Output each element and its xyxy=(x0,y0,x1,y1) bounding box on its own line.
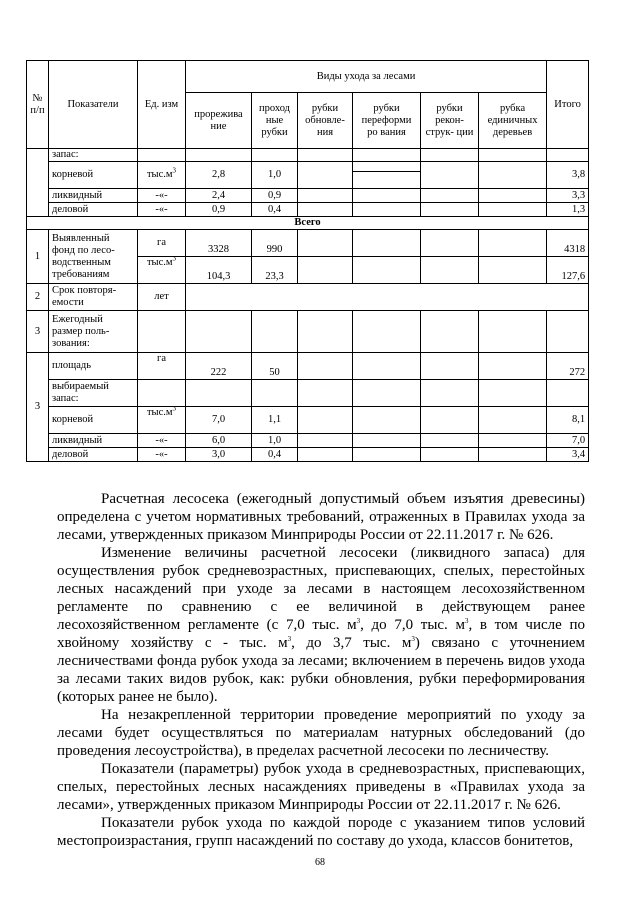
table-row: деловой -«- 0,9 0,4 1,3 xyxy=(27,203,589,217)
table-row: 1 Выявленный фонд по лесо- водственным требованиям га 3328 990 4318 xyxy=(27,230,589,257)
paragraph-1: Расчетная лесосека (ежегодный допустимый объем изъятия древесины) определена с учетом нормативных требований, отраженных в Правилах ухода за лесами, утвержденных приказом Минприроды России от 22.11.2017 г. № 626. xyxy=(57,491,585,543)
root-label: корневой xyxy=(49,162,138,189)
forest-care-table xyxy=(26,60,589,462)
repeat-period-label: Срок повторя- емости xyxy=(49,284,138,311)
selected-stock-label: выбираемый запас: xyxy=(49,380,138,407)
annual-usage-label: Ежегодный размер поль- зования: xyxy=(49,311,138,353)
header-renewal-cutting: рубки обновле- ния xyxy=(298,93,353,149)
table-row: деловой -«- 3,0 0,4 3,4 xyxy=(27,448,589,462)
header-care-types: Виды ухода за лесами xyxy=(186,61,547,93)
body-text xyxy=(57,490,585,850)
total-section-header: Всего xyxy=(27,217,589,230)
table-row: 3 площадь га 222 50 272 xyxy=(27,353,589,380)
paragraph-2: Изменение величины расчетной лесосеки (ликвидного запаса) для осуществления рубок средневозрастных, приспевающих, спелых, перестойных лесных насаждений при уходе за лесами в настоящем лесохозяйственном регламенте по сравнению с ее величиной в действующем ранее лесохозяйственном регламенте (с 7,0 тыс. $м^3$, до 7,0 тыс. $м^3$, в том числе по хвойному хозяйству с - тыс. $м^3$, до 3,7 тыс. $м^3$) связано с уточнением лесничествами фонда рубок ухода за лесами; включением в перечень видов ухода за лесами таких видов рубок, как: рубки обновления, рубки переформирования (которых ранее не было). xyxy=(57,545,586,705)
stock-label: запас: xyxy=(49,149,138,162)
table-row: ликвидный -«- 2,4 0,9 3,3 xyxy=(27,189,589,203)
unit-cell: $тыс.м^3$ xyxy=(138,162,186,189)
table-row: $тыс.м^3$ 104,3 23,3 127,6 xyxy=(27,257,589,284)
table-row xyxy=(27,380,589,407)
table-row: корневой $тыс.м^3$ 7,0 1,1 8,1 xyxy=(27,407,589,434)
header-reconstruction-cutting: рубки рекон- струк- ции xyxy=(421,93,479,149)
liquid-label: ликвидный xyxy=(49,189,138,203)
header-total: Итого xyxy=(547,61,589,149)
table-row: корневой $тыс.м^3$ 2,8 1,0 3,8 xyxy=(27,162,589,189)
header-indicators: Показатели xyxy=(49,61,138,149)
header-thinning: прорежива ние xyxy=(186,93,252,149)
table-row: 3 Ежегодный размер поль- зования: xyxy=(27,311,589,353)
header-reformation-cutting: рубки переформи ро вания xyxy=(353,93,421,149)
table-row xyxy=(27,149,589,162)
paragraph-5: Показатели рубок ухода по каждой породе с указанием типов условий местопроизрастания, групп насаждений по составу до ухода, классов бонитетов, xyxy=(57,815,585,849)
header-unit: Ед. изм xyxy=(138,61,186,149)
business-label: деловой xyxy=(49,203,138,217)
identified-fund-label: Выявленный фонд по лесо- водственным требованиям xyxy=(49,230,138,284)
header-single-tree-cutting: рубка единичных деревьев xyxy=(479,93,547,149)
table-row: 2 Срок повторя- емости лет xyxy=(27,284,589,311)
header-passage-cutting: проход ные рубки xyxy=(252,93,298,149)
table-row: ликвидный -«- 6,0 1,0 7,0 xyxy=(27,434,589,448)
paragraph-4: Показатели (параметры) рубок ухода в средневозрастных, приспевающих, спелых, перестойных лесных насаждениях приведены в «Правилах ухода за лесами», утвержденных приказом Минприроды России от 22.11.2017 г. № 626. xyxy=(57,761,585,813)
area-label: площадь xyxy=(49,353,138,380)
header-no: № п/п xyxy=(27,61,49,149)
page-number: 68 xyxy=(315,857,325,868)
paragraph-3: На незакрепленной территории проведение мероприятий по уходу за лесами будет осуществляться по материалам натурных обследований (до проведения лесоустройства), в пределах расчетной лесосеки по лесничеству. xyxy=(57,707,585,759)
